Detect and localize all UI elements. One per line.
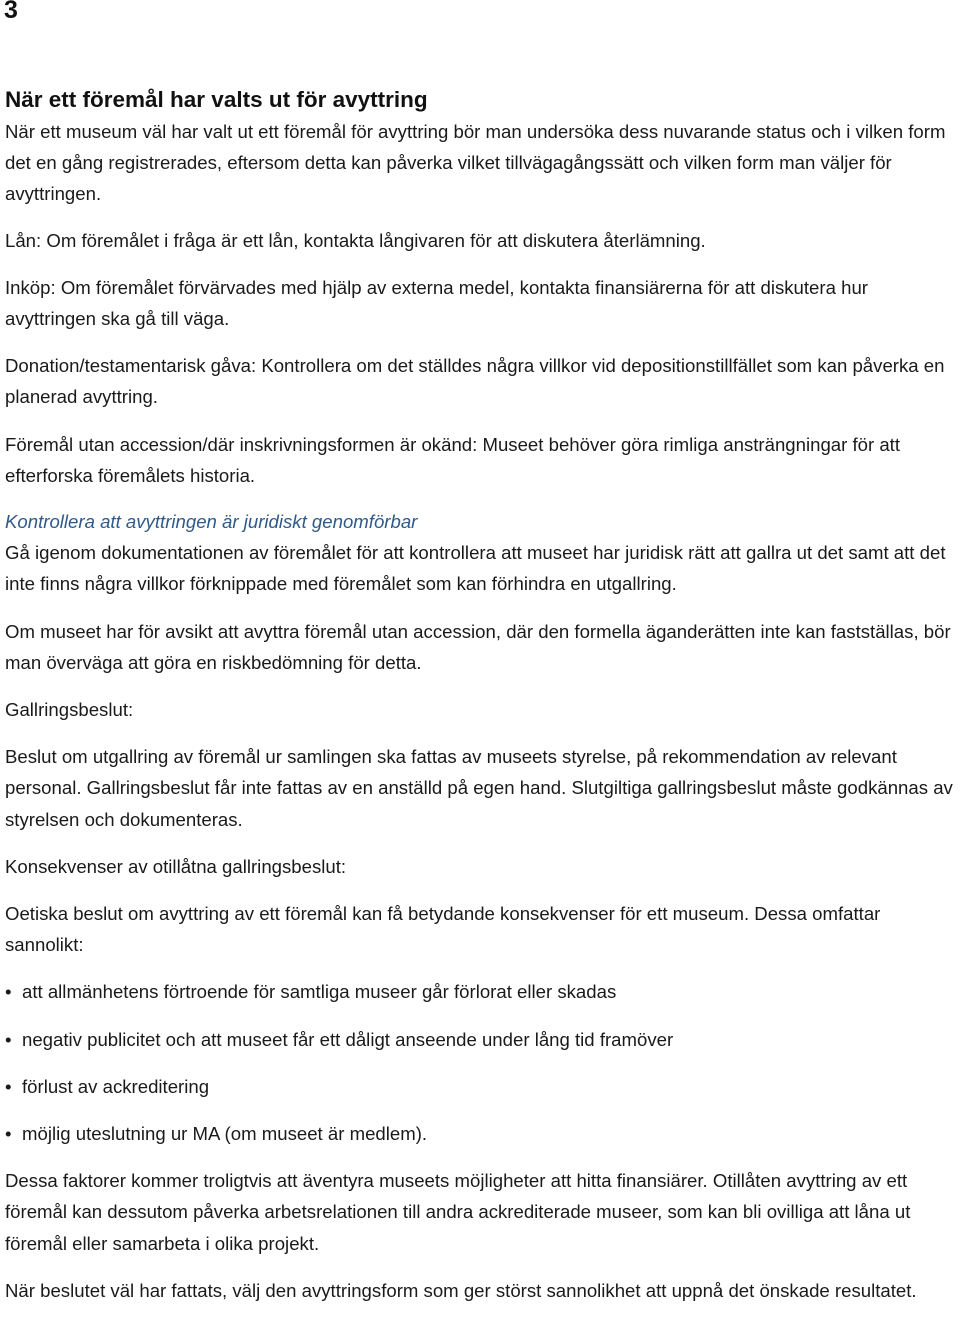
list-item	[5, 1071, 957, 1102]
decision-label: Gallringsbeslut:	[5, 699, 134, 721]
legal-paragraph: Gå igenom dokumentationen av föremålet för att kontrollera att museet har juridisk rätt att gallra ut det samt att det inte finns några villkor förknippade med föremålet som kan förhindra en utgallring.	[5, 542, 946, 595]
consequences-paragraph: Oetiska beslut om avyttring av ett föremål kan få betydande konsekvenser för ett museum. Dessa omfattar sannolikt:	[5, 903, 881, 956]
bullet-icon: •	[5, 1028, 12, 1050]
list-item	[5, 976, 957, 1007]
factors-paragraph: Dessa faktorer kommer troligtvis att äventyra museets möjligheter att hitta finansiärer. Otillåten avyttring av ett föremål kan dessutom påverka arbetsrelationen till andra ackrediterade museer, som kan bli ovilliga att låna ut föremål eller samarbeta i olika projekt.	[5, 1170, 911, 1254]
status-purchase-paragraph: Inköp: Om föremålet förvärvades med hjälp av externa medel, kontakta finansiärerna för att diskutera hur avyttringen ska gå till väga.	[5, 276, 868, 330]
list-item-text: förlust av ackreditering	[22, 1075, 210, 1097]
consequences-list	[5, 976, 957, 1149]
bullet-icon: •	[5, 1123, 12, 1145]
legal-subheading: Kontrollera att avyttringen är juridiskt genomförbar	[5, 511, 418, 533]
bullet-icon: •	[5, 1075, 12, 1097]
list-item	[5, 1024, 957, 1055]
list-item-text: negativ publicitet och att museet får ett dåligt anseende under lång tid framöver	[22, 1028, 674, 1050]
accession-paragraph: Om museet har för avsikt att avyttra föremål utan accession, där den formella äganderätten inte kan fastställas, bör man överväga att göra en riskbedömning för detta.	[5, 620, 951, 673]
consequences-label: Konsekvenser av otillåtna gallringsbeslut:	[5, 855, 347, 877]
status-loan-paragraph: Lån: Om föremålet i fråga är ett lån, kontakta långivaren för att diskutera återlämning.	[5, 229, 706, 251]
document-body	[5, 84, 957, 1322]
status-unaccessioned-paragraph: Föremål utan accession/där inskrivningsformen är okänd: Museet behöver göra rimliga ansträngningar för att efterforska föremålets historia.	[5, 433, 901, 486]
list-item-text: möjlig uteslutning ur MA (om museet är medlem).	[22, 1123, 428, 1145]
list-item	[5, 1118, 957, 1149]
decision-paragraph: Beslut om utgallring av föremål ur samlingen ska fattas av museets styrelse, på rekommendation av relevant personal. Gallringsbeslut får inte fattas av en anställd på egen hand. Slutgiltiga gallringsbeslut måste godkännas av styrelsen och dokumenteras.	[5, 746, 953, 830]
section-heading: När ett föremål har valts ut för avyttring	[5, 87, 428, 112]
intro-paragraph: När ett museum väl har valt ut ett föremål för avyttring bör man undersöka dess nuvarande status och i vilken form det en gång registrerades, eftersom detta kan påverka vilket tillvägagångssätt och vilken form man väljer för avyttringen.	[5, 121, 946, 205]
page-number: 3	[4, 0, 18, 24]
bullet-icon: •	[5, 981, 12, 1003]
closing-paragraph: När beslutet väl har fattats, välj den avyttringsform som ger störst sannolikhet att uppnå det önskade resultatet.	[5, 1279, 917, 1301]
status-donation-paragraph: Donation/testamentarisk gåva: Kontrollera om det ställdes några villkor vid depositionstillfället som kan påverka en planerad avyttring.	[5, 355, 945, 408]
list-item-text: att allmänhetens förtroende för samtliga museer går förlorat eller skadas	[22, 981, 617, 1003]
